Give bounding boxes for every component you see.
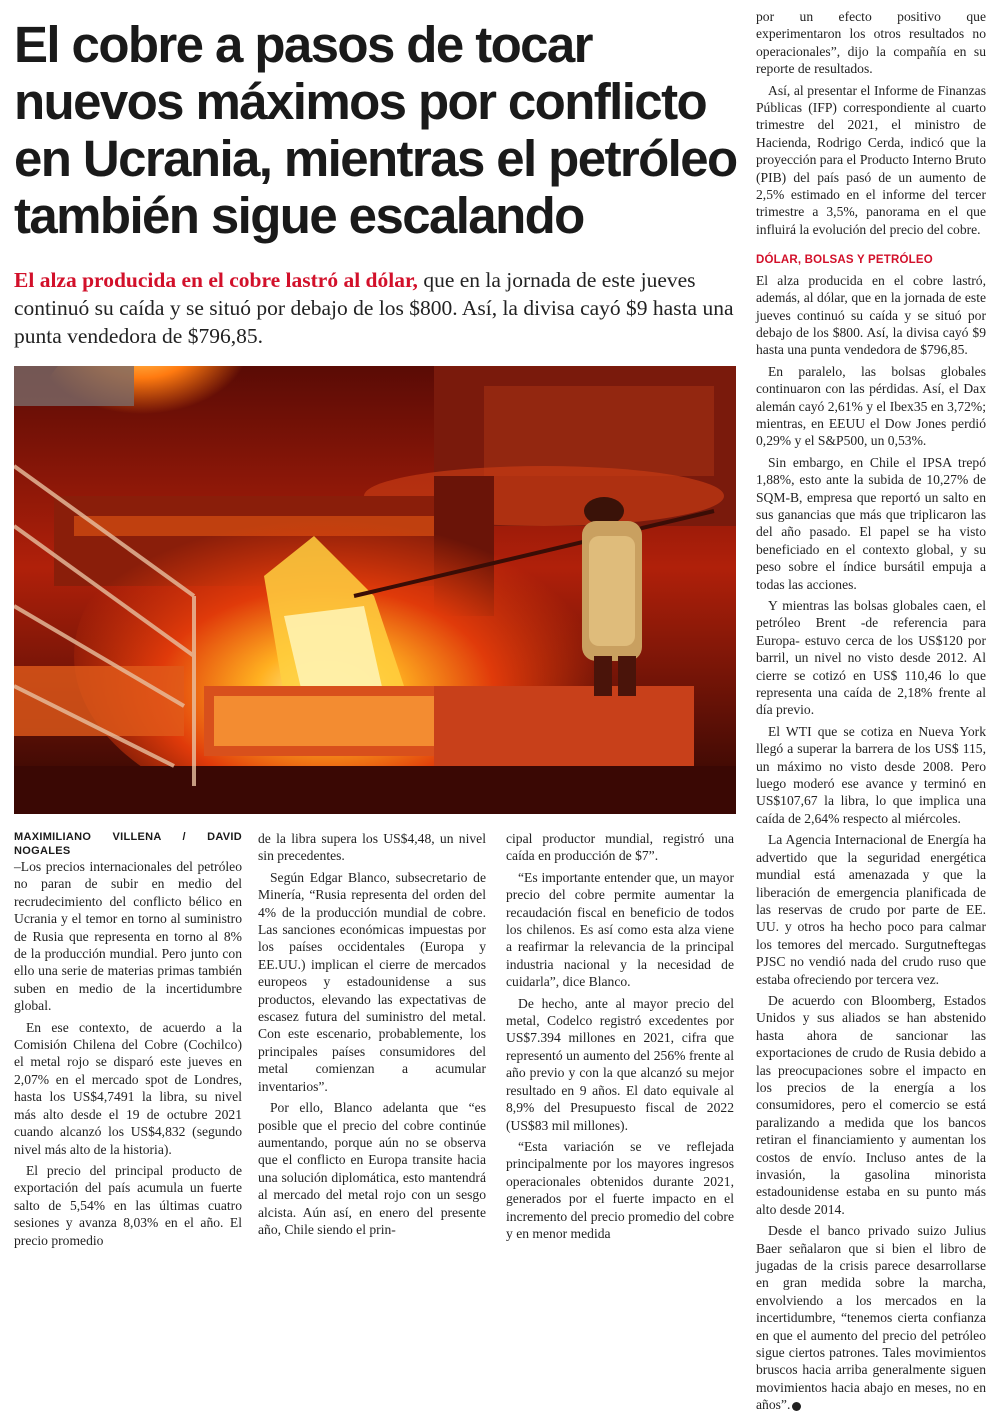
paragraph: Por ello, Blanco adelanta que “es posible que el precio del cobre continúe aumentando, porque aún no se observa que el conflicto en Europa transite hacia una solución diplomática, esto mantendrá al mercado del metal rojo con un sesgo alcista. Aún así, en enero del presente año, Chile siendo el prin- [258,1100,486,1237]
paragraph: De acuerdo con Bloomberg, Estados Unidos y sus aliados se han abstenido hasta ahora de sancionar las exportaciones de crudo de Rusia debido a las preocupaciones sobre el impacto en los precios de la energía a los consumidores, pero el comercio se está paralizando a medida que los bancos retiran el financiamiento y aumentan los costos de envío. Incluso antes de la invasión, la gasolina minorista estadounidense estaba en su punto más alto desde 2014. [756,992,986,1217]
paragraph-text: Desde el banco privado suizo Julius Baer señalaron que si bien el libro de jugadas de la crisis parece desarrollarse en gran medida sobre la marcha, envolviendo a los mercados en la incertidumbre, “tenemos cierta confianza en que el aumento del precio del petróleo sigue ciertos patrones. Tales movimientos bruscos hacia arriba generalmente siguen movimientos hacia abajo en meses, no en años”. [756,1223,986,1413]
paragraph: El alza producida en el cobre lastró, además, al dólar, que en la jornada de este jueves continuó su caída y se situó por debajo de los $800. Así, la divisa cayó $9 hasta una punta vendedora de $796,85. [756,272,986,358]
lede [14,266,742,350]
paragraph: “Es importante entender que, un mayor precio del cobre permite aumentar la recaudación fiscal en beneficio de todos los chilenos. Es así como esta alza viene a reafirmar la relevancia de la principal industria nacional y la necesidad de cuidarla”, dice Blanco. [506,869,734,990]
paragraph: cipal productor mundial, registró una caída en producción de $7”. [506,831,734,864]
paragraph: por un efecto positivo que experimentaron los otros resultados no operacionales”, dijo la compañía en su reporte de resultados. [756,9,986,77]
lede-highlight: El alza producida en el cobre lastró al dólar, [14,268,418,292]
end-mark-icon [792,1402,801,1411]
paragraph: Según Edgar Blanco, subsecretario de Minería, “Rusia representa del orden del 4% de la producción mundial de cobre. Las sanciones económicas impuestas por los países occidentales (Europa y EE.UU.) implican el cierre de mercados europeos y estadounidense a sus productos, elevando las expectativas de escasez futura del suministro del metal. Con este escenario, probablemente, los principales países consumidores del metal comienzan a acumular inventarios”. [258,869,486,1094]
paragraph: En paralelo, las bolsas globales continuaron con las pérdidas. Así, el Dax alemán cayó 2,61% y el Ibex35 en 3,72%; mientras, en EEUU el Dow Jones perdió 0,29% y el S&P500, un 0,53%. [756,363,986,449]
headline: El cobre a pasos de tocar nuevos máximos por conflicto en Ucrania, mientras el petróleo también sigue escalando [14,16,737,244]
lede-text: que en la jornada de este jueves continuó su caída y se situó por debajo de los $800. Así, la divisa cayó $9 hasta una punta vendedora de $796,85. [14,268,734,348]
byline: MAXIMILIANO VILLENA / DAVID NOGALES [14,831,242,857]
paragraph: Y mientras las bolsas globales caen, el petróleo Brent -de referencia para Europa- estuvo cerca de los US$120 por barril, un nivel no visto desde 2012. Al cierre se cotizó en US$ 110,46 lo que representa una caída de 2,18% frente al día previo. [756,598,986,718]
body-column-4 [756,8,986,1418]
article-photo [14,366,736,814]
paragraph: –Los precios internacionales del petróleo no paran de subir en medio del recrudecimiento del conflicto bélico en Ucrania y el temor en torno al suministro de Rusia que representa en torno al 8% de la producción mundial. Pero junto con ello una serie de materias primas también suben en medio de la incertidumbre global. [14,859,242,1014]
paragraph: “Esta variación se ve reflejada principalmente por los mayores ingresos operacionales obtenidos durante 2021, generados por el fuerte impacto en el incremento del precio promedio del cobre y en menor medida [506,1138,734,1241]
paragraph-last [756,1222,986,1413]
paragraph: de la libra supera los US$4,48, un nivel sin precedentes. [258,831,486,864]
body-column-3 [506,830,734,1246]
paragraph: Así, al presentar el Informe de Finanzas Públicas (IFP) correspondiente al cuarto trimestre del 2021, el ministro de Hacienda, Rodrigo Cerda, indicó que la proyección para el Producto Interno Bruto (PIB) del país pasó de un aumento de 2,5% estimado en el informe del tercer trimestre a 3,5%, panorama en el que influirá la evolución del precio del cobre. [756,82,986,237]
paragraph: Sin embargo, en Chile el IPSA trepó 1,88%, esto ante la subida de 10,27% de SQM-B, empresa que reportó un salto en sus ganancias que más que triplicaron las del año pasado. El papel se ha visto beneficiado en el contexto global, y su peso sobre el índice bursátil empuja a todas las acciones. [756,454,986,592]
paragraph: El precio del principal producto de exportación del país acumula un fuerte salto de 5,54% en las últimas cuatro sesiones y avanza 8,03% en el año. El precio promedio [14,1162,242,1248]
body-column-2 [258,830,486,1242]
paragraph: De hecho, ante al mayor precio del metal, Codelco registró excedentes por US$7.394 millones en 2021, cifra que representó un aumento del 256% frente al año previo y con la que alcanzó su mejor resultado en 9 años. El dato equivale al 8,9% del Presupuesto fiscal de 2022 (US$83 mil millones). [506,995,734,1133]
paragraph: En ese contexto, de acuerdo a la Comisión Chilena del Cobre (Cochilco) el metal rojo se disparó este jueves en 2,07% en el mercado spot de Londres, hasta los US$4,7491 la libra, su nivel más alto desde el 19 de octubre 2021 cuando alcanzó los US$4,832 (segundo nivel más alto de la historia). [14,1019,242,1157]
section-subhead: DÓLAR, BOLSAS Y PETRÓLEO [756,254,933,267]
paragraph: El WTI que se cotiza en Nueva York llegó a superar la barrera de los US$ 115, un máximo no visto desde 2008. Pero luego moderó ese avance y terminó en US$107,67 la libra, lo que implica una caída de 2,64% respecto al miércoles. [756,723,986,826]
body-column-1 [14,830,242,1253]
paragraph: La Agencia Internacional de Energía ha advertido que la seguridad energética mundial está amenazada y que la liberación de emergencia planificada de las reservas de crudo por parte de EE. UU. y otros ha hecho poco para calmar los temores del mercado. Surgutneftegas PJSC no vendió nada del crudo ruso que estaba ofreciendo por tercera vez. [756,832,986,987]
